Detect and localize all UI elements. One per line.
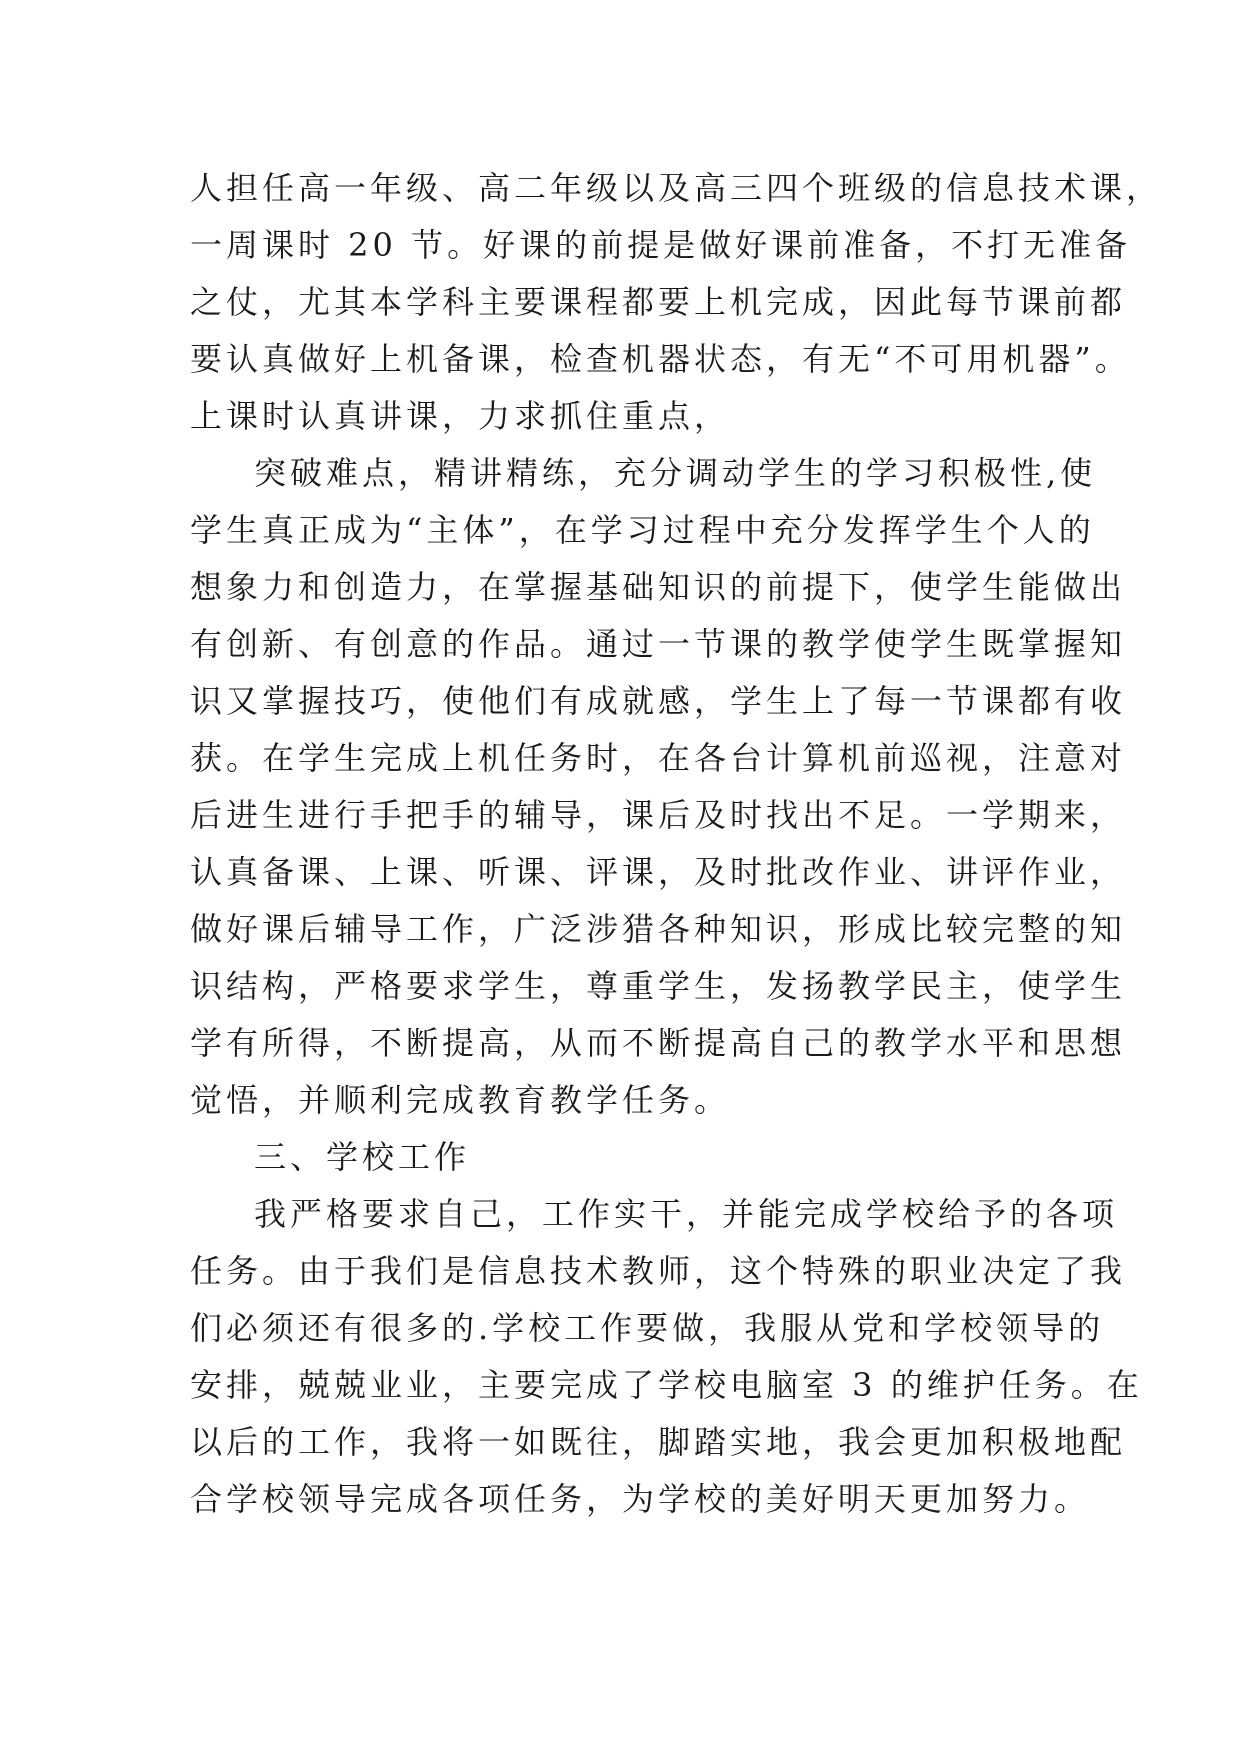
text-line: 学有所得，不断提高，从而不断提高自己的教学水平和思想 xyxy=(190,1024,1127,1062)
text-line: 合学校领导完成各项任务，为学校的美好明天更加努力。 xyxy=(190,1480,1091,1518)
text-line: 想象力和创造力，在掌握基础知识的前提下，使学生能做出 xyxy=(190,568,1127,606)
text-line: 觉悟，并顺利完成教育教学任务。 xyxy=(190,1081,731,1119)
document-body xyxy=(190,160,1163,1528)
text-line: 安排，兢兢业业，主要完成了学校电脑室 3 的维护任务。在 xyxy=(190,1366,1143,1404)
text-line: 有创新、有创意的作品。通过一节课的教学使学生既掌握知 xyxy=(190,625,1127,663)
text-line: 识结构，严格要求学生，尊重学生，发扬教学民主，使学生 xyxy=(190,967,1127,1005)
paragraph-first-line: 突破难点，精讲精练，充分调动学生的学习积极性,使 xyxy=(254,454,1097,492)
text-line: 要认真做好上机备课，检查机器状态，有无“不可用机器”。 xyxy=(190,340,1131,378)
text-line: 认真备课、上课、听课、评课，及时批改作业、讲评作业， xyxy=(190,853,1127,891)
text-line: 做好课后辅导工作，广泛涉猎各种知识，形成比较完整的知 xyxy=(190,910,1127,948)
paragraph-first-line: 我严格要求自己，工作实干，并能完成学校给予的各项 xyxy=(254,1195,1119,1233)
text-line: 识又掌握技巧，使他们有成就感，学生上了每一节课都有收 xyxy=(190,682,1127,720)
text-line: 人担任高一年级、高二年级以及高三四个班级的信息技术课， xyxy=(190,169,1163,207)
text-line: 获。在学生完成上机任务时，在各台计算机前巡视，注意对 xyxy=(190,739,1127,777)
text-line: 上课时认真讲课，力求抓住重点， xyxy=(190,397,731,435)
text-line: 后进生进行手把手的辅导，课后及时找出不足。一学期来， xyxy=(190,796,1127,834)
text-line: 之仗，尤其本学科主要课程都要上机完成，因此每节课前都 xyxy=(190,283,1127,321)
text-line: 学生真正成为“主体”，在学习过程中充分发挥学生个人的 xyxy=(190,511,1095,549)
text-line: 们必须还有很多的.学校工作要做，我服从党和学校领导的 xyxy=(190,1309,1105,1347)
section-heading: 三、学校工作 xyxy=(254,1138,471,1176)
text-line: 一周课时 20 节。好课的前提是做好课前准备，不打无准备 xyxy=(190,226,1132,264)
text-line: 以后的工作，我将一如既往，脚踏实地，我会更加积极地配 xyxy=(190,1423,1127,1461)
text-line: 任务。由于我们是信息技术教师，这个特殊的职业决定了我 xyxy=(190,1252,1127,1290)
